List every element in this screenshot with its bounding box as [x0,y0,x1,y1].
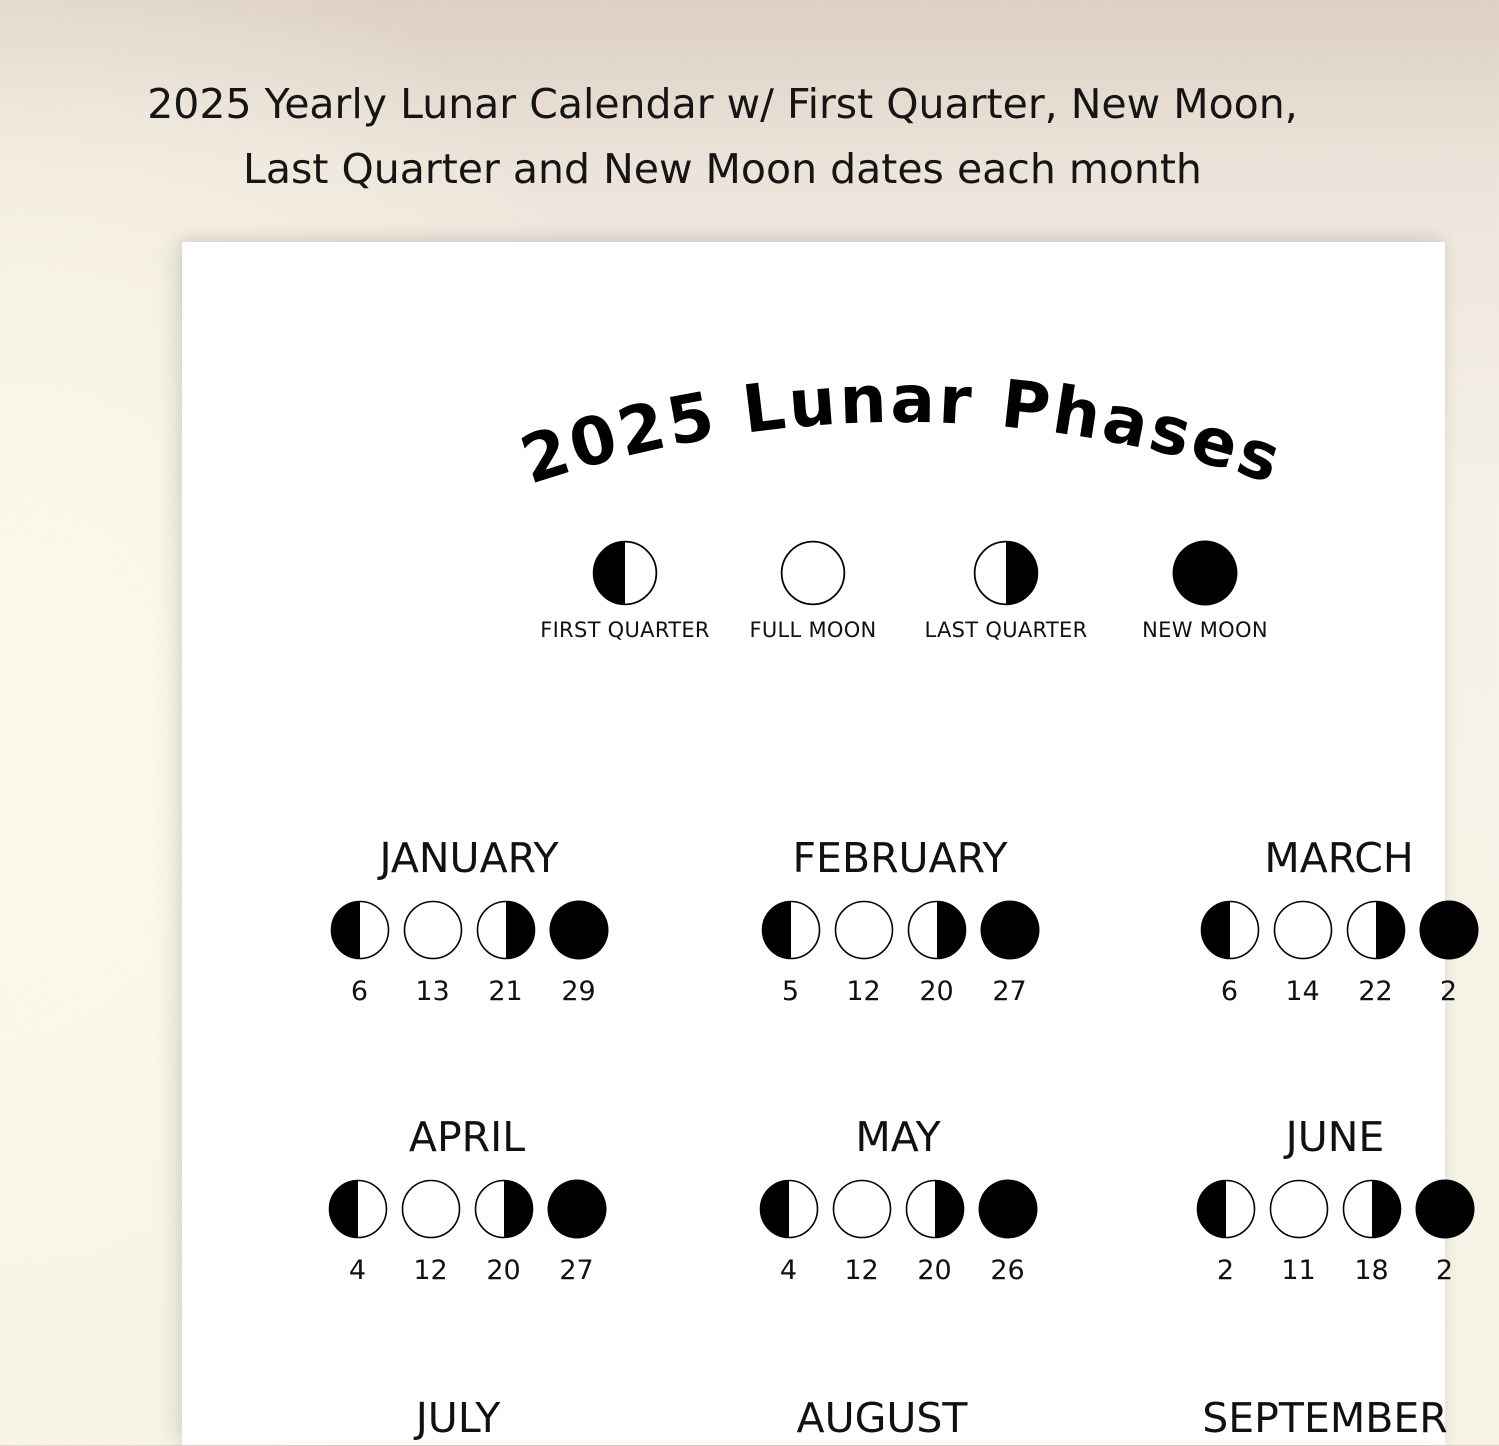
phase-date: 12 [844,1255,879,1286]
calendar-sheet [182,242,1458,1445]
phase-date: 14 [1285,976,1320,1007]
phase-date: 26 [990,1255,1025,1286]
new-moon-icon [1415,1179,1475,1239]
month-name: AUGUST [796,1394,968,1442]
phase-date: 27 [559,1255,594,1286]
legend-full-moon [713,540,913,642]
last-quarter-moon-icon [907,900,967,960]
phase-date: 20 [917,1255,952,1286]
phase-date: 11 [1281,1255,1316,1286]
caption-line-2: Last Quarter and New Moon dates each month [243,145,1202,193]
last-quarter-moon-icon [1342,1179,1402,1239]
last-quarter-moon-icon [973,540,1039,606]
new-moon-icon [1419,900,1479,960]
phase-date: 2 [1435,1255,1454,1286]
month-name: SEPTEMBER [1202,1394,1448,1442]
month-may [738,1109,1058,1286]
full-moon-icon [401,1179,461,1239]
phase-date: 4 [348,1255,367,1286]
first-quarter-moon-icon [330,900,390,960]
month-name: JUNE [1285,1113,1385,1161]
phase-date: 22 [1358,976,1393,1007]
phase-date: 20 [486,1255,521,1286]
phase-date: 2 [1216,1255,1235,1286]
month-june [1175,1109,1495,1286]
month-january [309,830,629,1007]
new-moon-icon [1172,540,1238,606]
promo-caption [0,72,1445,202]
legend-first-quarter [525,540,725,642]
first-quarter-moon-icon [592,540,658,606]
caption-line-1: 2025 Yearly Lunar Calendar w/ First Quarter, New Moon, [147,80,1298,128]
phase-date: 12 [846,976,881,1007]
phase-date: 27 [992,976,1027,1007]
full-moon-icon [1273,900,1333,960]
full-moon-icon [780,540,846,606]
svg-text:2025 Lunar Phases [512,361,1292,499]
month-name: MARCH [1264,834,1414,882]
phase-date: 6 [350,976,369,1007]
month-name: JANUARY [379,834,559,882]
legend-last-quarter [906,540,1106,642]
full-moon-icon [832,1179,892,1239]
phase-date: 12 [413,1255,448,1286]
last-quarter-moon-icon [474,1179,534,1239]
new-moon-icon [549,900,609,960]
full-moon-icon [1269,1179,1329,1239]
month-name: APRIL [408,1113,526,1161]
new-moon-icon [980,900,1040,960]
month-august [722,1390,1042,1446]
legend-label: LAST QUARTER [924,618,1088,642]
phase-date: 6 [1220,976,1239,1007]
full-moon-icon [403,900,463,960]
month-february [740,830,1060,1007]
legend-new-moon [1105,540,1305,642]
phase-date: 20 [919,976,954,1007]
month-name: FEBRUARY [792,834,1008,882]
phase-date: 5 [781,976,800,1007]
legend-label: NEW MOON [1142,618,1268,642]
month-july [298,1390,618,1446]
last-quarter-moon-icon [905,1179,965,1239]
phase-date: 21 [488,976,523,1007]
phase-date: 13 [415,976,450,1007]
page-title-text: 2025 Lunar Phases [511,360,1293,500]
last-quarter-moon-icon [476,900,536,960]
first-quarter-moon-icon [759,1179,819,1239]
legend-label: FIRST QUARTER [540,618,710,642]
month-march [1179,830,1499,1007]
month-name: JULY [415,1394,501,1442]
month-september [1165,1390,1485,1446]
full-moon-icon [834,900,894,960]
phase-date: 29 [561,976,596,1007]
first-quarter-moon-icon [1200,900,1260,960]
legend-label: FULL MOON [749,618,877,642]
phase-date: 2 [1439,976,1458,1007]
new-moon-icon [547,1179,607,1239]
first-quarter-moon-icon [761,900,821,960]
first-quarter-moon-icon [1196,1179,1256,1239]
new-moon-icon [978,1179,1038,1239]
phase-date: 4 [779,1255,798,1286]
month-name: MAY [855,1113,941,1161]
page-title [482,357,1322,507]
month-april [307,1109,627,1286]
first-quarter-moon-icon [328,1179,388,1239]
phase-date: 18 [1354,1255,1389,1286]
last-quarter-moon-icon [1346,900,1406,960]
